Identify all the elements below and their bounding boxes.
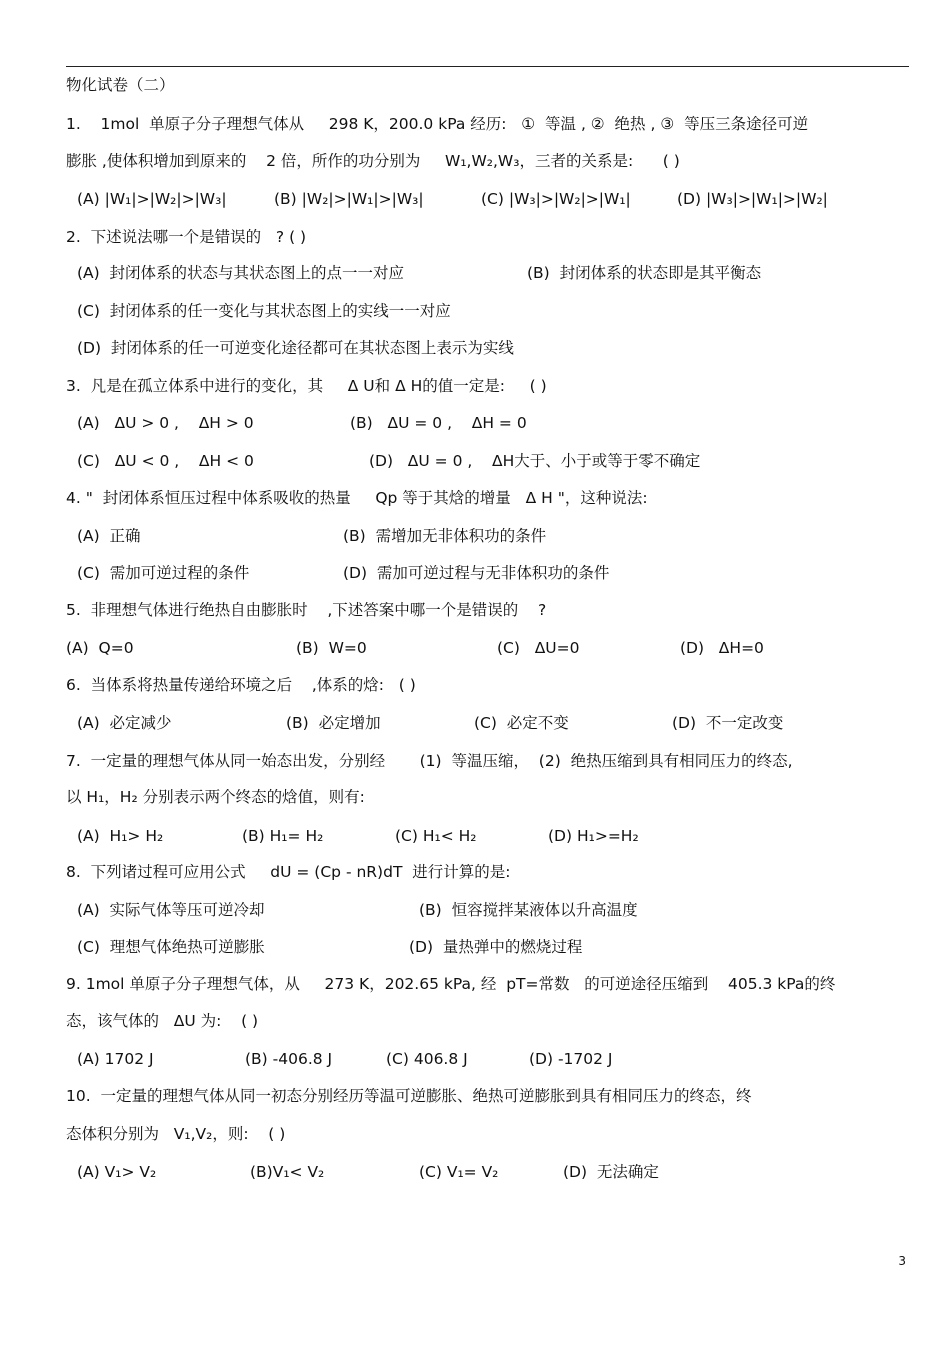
- q7-option-d: (D) H₁>=H₂: [548, 827, 639, 845]
- question-6-line-1: 6. 当体系将热量传递给环境之后 ,体系的焓: ( ): [66, 676, 416, 694]
- q4-option-d: (D) 需加可逆过程与无非体积功的条件: [343, 564, 610, 582]
- header-rule: [66, 66, 909, 67]
- question-9-line-2: 态，该气体的 ΔU 为: ( ): [66, 1012, 259, 1030]
- q10-option-d: (D) 无法确定: [563, 1163, 659, 1181]
- q10-option-b: (B)V₁< V₂: [250, 1163, 325, 1181]
- q9-option-a: (A) 1702 J: [77, 1050, 154, 1068]
- question-3-line-1: 3. 凡是在孤立体系中进行的变化，其 Δ U和 Δ H的值一定是: ( ): [66, 377, 547, 395]
- q1-option-b: (B) |W₂|>|W₁|>|W₃|: [274, 190, 424, 208]
- q4-option-a: (A) 正确: [77, 527, 141, 545]
- question-10-line-1: 10. 一定量的理想气体从同一初态分别经历等温可逆膨胀、绝热可逆膨胀到具有相同压力的终态，终: [66, 1087, 752, 1105]
- q1-option-d: (D) |W₃|>|W₁|>|W₂|: [677, 190, 828, 208]
- page-title: 物化试卷（二）: [66, 76, 175, 94]
- q3-option-c: (C) ΔU < 0 , ΔH < 0: [77, 452, 254, 470]
- question-7-line-2: 以 H₁，H₂ 分别表示两个终态的焓值，则有:: [66, 788, 365, 806]
- q4-option-b: (B) 需增加无非体积功的条件: [343, 527, 547, 545]
- q4-option-c: (C) 需加可逆过程的条件: [77, 564, 250, 582]
- q5-option-c: (C) ΔU=0: [497, 639, 580, 657]
- q9-option-c: (C) 406.8 J: [386, 1050, 468, 1068]
- q2-option-d: (D) 封闭体系的任一可逆变化途径都可在其状态图上表示为实线: [77, 339, 514, 357]
- q8-option-c: (C) 理想气体绝热可逆膨胀: [77, 938, 265, 956]
- q8-option-a: (A) 实际气体等压可逆冷却: [77, 901, 265, 919]
- q3-option-a: (A) ΔU > 0 , ΔH > 0: [77, 414, 254, 432]
- q2-option-a: (A) 封闭体系的状态与其状态图上的点一一对应: [77, 264, 405, 282]
- q2-option-b: (B) 封闭体系的状态即是其平衡态: [527, 264, 762, 282]
- question-7-line-1: 7. 一定量的理想气体从同一始态出发，分别经 (1) 等温压缩， (2) 绝热压缩到具有相同压力的终态,: [66, 752, 793, 770]
- q5-option-a: (A) Q=0: [66, 639, 134, 657]
- q1-option-a: (A) |W₁|>|W₂|>|W₃|: [77, 190, 227, 208]
- question-1-line-2: 膨胀 ,使体积增加到原来的 2 倍，所作的功分别为 W₁,W₂,W₃，三者的关系是: ( ): [66, 152, 680, 170]
- q7-option-c: (C) H₁< H₂: [395, 827, 477, 845]
- q6-option-a: (A) 必定减少: [77, 714, 172, 732]
- q5-option-b: (B) W=0: [296, 639, 367, 657]
- q7-option-a: (A) H₁> H₂: [77, 827, 164, 845]
- question-9-line-1: 9. 1mol 单原子分子理想气体，从 273 K，202.65 kPa, 经 pT=常数 的可逆途径压缩到 405.3 kPa的终: [66, 975, 836, 993]
- q7-option-b: (B) H₁= H₂: [242, 827, 324, 845]
- q10-option-a: (A) V₁> V₂: [77, 1163, 157, 1181]
- question-10-line-2: 态体积分别为 V₁,V₂，则: ( ): [66, 1125, 286, 1143]
- q3-option-d: (D) ΔU = 0 , ΔH大于、小于或等于零不确定: [369, 452, 701, 470]
- q6-option-b: (B) 必定增加: [286, 714, 381, 732]
- q9-option-d: (D) -1702 J: [529, 1050, 613, 1068]
- question-4-line-1: 4. " 封闭体系恒压过程中体系吸收的热量 Qp 等于其焓的增量 Δ H "，这种说法:: [66, 489, 648, 507]
- q6-option-c: (C) 必定不变: [474, 714, 569, 732]
- q8-option-b: (B) 恒容搅拌某液体以升高温度: [419, 901, 638, 919]
- q2-option-c: (C) 封闭体系的任一变化与其状态图上的实线一一对应: [77, 302, 451, 320]
- question-2-line-1: 2. 下述说法哪一个是错误的 ? ( ): [66, 228, 307, 246]
- q6-option-d: (D) 不一定改变: [672, 714, 784, 732]
- q3-option-b: (B) ΔU = 0 , ΔH = 0: [350, 414, 527, 432]
- q1-option-c: (C) |W₃|>|W₂|>|W₁|: [481, 190, 631, 208]
- question-5-line-1: 5. 非理想气体进行绝热自由膨胀时 ,下述答案中哪一个是错误的 ?: [66, 601, 547, 619]
- page-number: 3: [898, 1254, 906, 1268]
- q8-option-d: (D) 量热弹中的燃烧过程: [409, 938, 583, 956]
- question-1-line-1: 1. 1mol 单原子分子理想气体从 298 K，200.0 kPa 经历: ① 等温 , ② 绝热 , ③ 等压三条途径可逆: [66, 115, 809, 133]
- question-8-line-1: 8. 下列诸过程可应用公式 dU = (Cp - nR)dT 进行计算的是:: [66, 863, 511, 881]
- q10-option-c: (C) V₁= V₂: [419, 1163, 499, 1181]
- q9-option-b: (B) -406.8 J: [245, 1050, 333, 1068]
- q5-option-d: (D) ΔH=0: [680, 639, 764, 657]
